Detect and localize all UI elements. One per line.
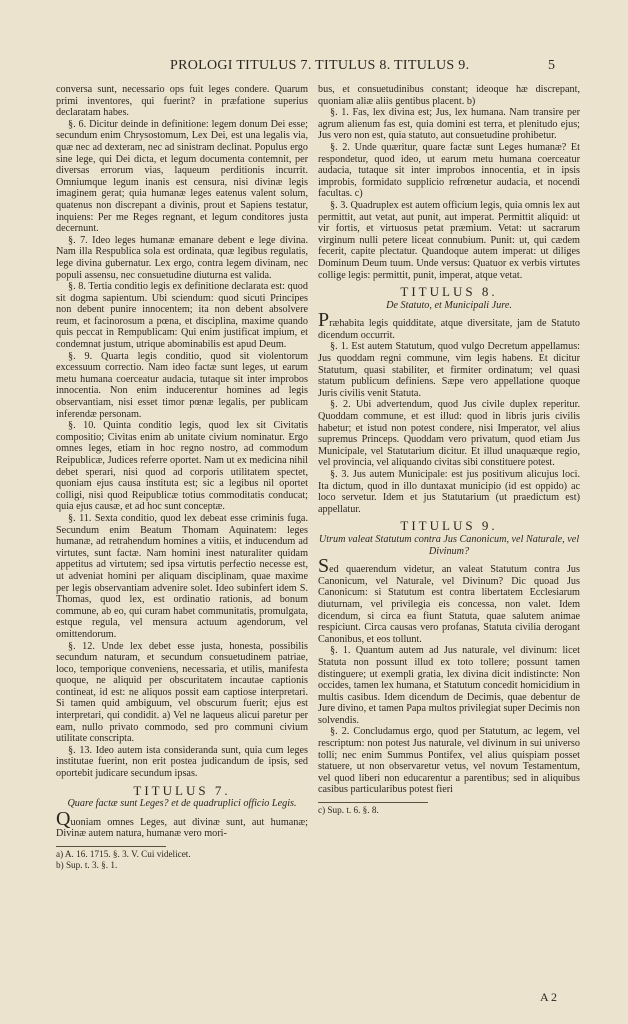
right-column	[318, 84, 580, 816]
paragraph: §. 13. Ideo autem ista consideranda sunt, quia cum leges institutae fuerint, non erit postea judicandum de ipsis, sed oportebit judicare secundum ipsas.	[56, 744, 308, 780]
running-title: PROLOGI TITULUS 7. TITULUS 8. TITULUS 9.	[170, 58, 470, 73]
paragraph: Quoniam omnes Leges, aut divinæ sunt, aut humanæ; Divinæ autem natura, humanæ vero mori-	[56, 807, 308, 840]
paragraph: §. 2. Concludamus ergo, quod per Statutum, ac legem, vel rescriptum: non potest Jus naturale, vel divinum in sui universo tolli; nec enim Summus Pontifex, vel alius quispiam posset statuere, ut non observaretur vetus, vel novum Testamentum, vel quod liberi non educarentur a parentibus; sed in aliquibus casibus particularibus potest fieri	[318, 726, 580, 796]
paragraph: bus, et consuetudinibus constant; ideoque hæ discrepant, quoniam aliæ aliis gentibus placent. b)	[318, 84, 580, 107]
footnote: b) Sup. t. 3. §. 1.	[56, 860, 118, 870]
paragraph: Præhabita legis quidditate, atque diversitate, jam de Statuto dicendum occurrit.	[318, 309, 580, 341]
paragraph: §. 1. Fas, lex divina est; Jus, lex humana. Nam transire per agrum alienum fas est, quia domini est terra, et plenitudo ejus; Jus vero non est, quia statuto, aut consuetudine prohibetur.	[318, 107, 580, 142]
drop-cap: S	[318, 555, 330, 578]
paragraph: §. 12. Unde lex debet esse justa, honesta, possibilis secundum naturam, et secundum consuetudinem patriae, loco, temporique conveniens, necessaria, et utilis, manifesta quoque, ne aliquid per obscuritatem incautae captionis contineat, id est: ne aliquos possit eam captiose interpretari. Si tamen quid ambiguum, vel obscurum fuerit; ejus est interpretari, qui condidit. a) Vel ne laqueus alicui paretur per eam, nullo privato commodo, sed pro communi civium utilitate conscripta.	[56, 640, 308, 745]
paragraph: §. 6. Dicitur deinde in definitione: legem donum Dei esse; secundum enim Chrysostomum, Lex Dei, est una legalis via, quæ nec ad dexteram, nec ad sinistram declinat. Populus ergo sine lege, qui Dei dicta, et legum documenta contemnit, per diversas errorum vias, laqueum perditionis incurrit. Omniumque legum inanis est censura, nisi divinæ legis imaginem gerat; quia humanæ leges eatenus valent solum, quatenus non discrepant a divinis, prout et Sapiens testatur, inquiens: Per me Reges regnant, et legum conditores justa decernunt.	[56, 118, 308, 235]
paragraph: Sed quaerendum videtur, an valeat Statutum contra Jus Canonicum, vel Naturale, vel Divinum? Dic quoad Jus Canonicum: si Statutum est contra libertatem Ecclesiarum diuturnam, vel privilegia eis concessa, non valet. Idem dicendum, si circa ea fiunt Statuta, quae salutem animae respiciunt. Circa causas vero profanas, Statuta civilia derogant Canonibus, et eos tollunt.	[318, 555, 580, 645]
footnote: a) A. 16. 1715. §. 3. V. Cui videlicet.	[56, 849, 191, 859]
paragraph: §. 2. Ubi advertendum, quod Jus civile duplex reperitur. Quoddam commune, et est illud: quod in libris juris civilis habetur; et istud non potest condere, nisi Imperator, vel alius supremus Princeps. Quoddam vero privatum, quod etiam Jus Municipale, vel Statutarium dicitur. Et illud unaquæque regio, vel provincia, vel aliquando civitas sibi constituere potest.	[318, 399, 580, 469]
paragraph: §. 1. Quantum autem ad Jus naturale, vel divinum: licet Statuta non possunt illud ex toto tollere; possunt tamen distinguere; ut exempli gratia, lex divina dicit indistincte: Non occides, tamen lex humana, et Statutum concedit homicidium in multis casibus. Idem dicendum de Decimis, quae debentur de Jure divino, et tamen Papa multos privilegiat super Decimis non solvendis.	[318, 645, 580, 726]
footnote-rule	[318, 802, 428, 803]
drop-cap: Q	[56, 807, 71, 830]
section-subtitle: Utrum valeat Statutum contra Jus Canonicum, vel Naturale, vel Divinum?	[318, 533, 580, 557]
paragraph: §. 1. Est autem Statutum, quod vulgo Decretum appellamus: Jus quoddam regni commune, vim legis habens. Et dicitur Statutum, quasi stabiliter, et firmiter ordinatum; vel quasi statum publicum definiens. Sæpe vero appellatione quoque Juris civilis venit Statuta.	[318, 341, 580, 399]
paragraph: §. 8. Tertia conditio legis ex definitione declarata est: quod sit dogma sapientum. Ubi sciendum: quod sicuti Principes non debent punire innocentem; ita non debent absolvere reum, et facinorosum a pœna, et disciplina, maxime quando quis peccat in Rempublicam: Qui enim justificat impium, et condemnat justum, utrique abominabilis est apud Deum.	[56, 281, 308, 351]
paragraph: conversa sunt, necessario ops fuit leges condere. Quarum primi inventores, qui fuerint? in præfatione superius declaratam habes.	[56, 84, 308, 119]
paragraph: §. 11. Sexta conditio, quod lex debeat esse criminis fuga. Secundum enim Beatum Thomam Aquinatem: leges humanæ, ad retrahendum homines a vitiis, et inducendum ad virtutes, sunt factæ. Nam homini inest naturaliter quidam appetitus ad virtutem; sed ipsa virtutis perfectio necesse est, ut adveniat homini per aliquam disciplinam, quae maxime per legis observantiam advenire solet. Ideo subinfert idem S. Thomas, quod lex, est ordinatio rationis, ad bonum commune, ab eo, qui curam habet communitatis, promulgata, estque regula, vel mensura actuum agendorum, vel omittendorum.	[56, 512, 308, 640]
section-subtitle: De Statuto, et Municipali Jure.	[386, 299, 512, 311]
page-number: 5	[548, 58, 555, 73]
left-column	[56, 84, 308, 871]
paragraph: §. 9. Quarta legis conditio, quod sit violentorum excessuum correctio. Nam ideo factæ sunt leges, ut earum metu humana coerceatur audacia, tutaque sit inter improbos innocentia. Non enim inducerentur homines ad legis observantiam, nisi esset timor pœnæ legalis, per publicam inferendæ personam.	[56, 350, 308, 420]
paragraph: §. 3. Jus autem Municipale: est jus positivum alicujus loci. Ita dictum, quod in illo duntaxat municipio (id est oppido) ac loco servetur. Idem et jus Statutarium (ut praedictum est) appellatur.	[318, 469, 580, 515]
paragraph: §. 7. Ideo leges humanæ emanare debent e lege divina. Nam illa Respublica sola est ordinata, quæ legibus regulatis, lege divina gubernatur. Lex ergo, contra legem divinam, nec populi assensu, nec consuetudine diuturna est valida.	[56, 234, 308, 281]
paragraph: §. 3. Quadruplex est autem officium legis, quia omnis lex aut permittit, aut vetat, aut punit, aut imperat. Permittit aliquid: ut vir fortis, et virtuosus petat præmium. Vetat: ut sacrarum virginum nulli petere liceat connubium. Punit: ut, qui cædem fecerit, capite plectatur. Quandoque autem imperat: ut diliges Dominum Deum tuum. Unde versus: Quatuor ex verbis virtutes collige legis: permittit, punit, imperat, atque vetat.	[318, 199, 580, 281]
running-header	[0, 58, 628, 78]
paragraph: §. 10. Quinta conditio legis, quod lex sit Civitatis compositio; Civitas enim ab unitate civium nominatur. Ergo omnes leges, etiam in hoc regno nostro, ad commodum Reipublicæ, Judices referre oportet. Nam ut ex medicina nihil debet sperari, nisi quod ad corporis utilitatem spectet, quoniam ejus causa instituta est; sic a legibus nil oportet colligi, nisi quod Reipublicæ totius commoditatis conducat; quia ejus causæ, et ad hoc sunt conceptæ.	[56, 420, 308, 513]
signature-mark: A 2	[540, 990, 558, 1004]
footnote: c) Sup. t. 6. §. 8.	[318, 805, 379, 816]
drop-cap: P	[318, 309, 330, 332]
section-heading-titulus-7: TITULUS 7.	[133, 782, 231, 798]
section-heading-titulus-8: TITULUS 8.	[400, 284, 498, 300]
section-heading-titulus-9: TITULUS 9.	[400, 518, 498, 534]
footnote-rule	[56, 846, 166, 847]
section-subtitle: Quare factæ sunt Leges? et de quadruplici officio Legis.	[67, 798, 297, 810]
paragraph: §. 2. Unde quæritur, quare factæ sunt Leges humanæ? Et respondetur, quod ideo, ut earum metu humana coerceatur audacia, tutaque sit inter improbos innocentia, et in ipsis improbis, formidato supplicio refrœnetur audacia, et nocendi facultas. c)	[318, 141, 580, 200]
